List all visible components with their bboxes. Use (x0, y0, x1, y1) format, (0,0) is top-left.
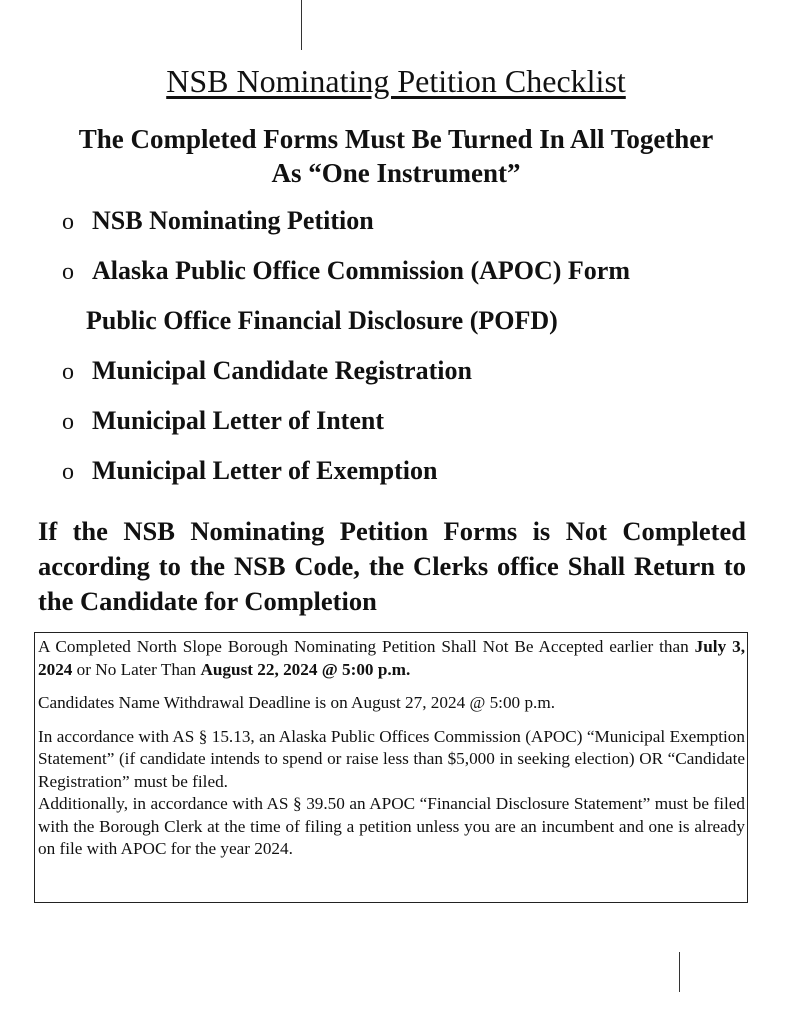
subtitle-line-2: As “One Instrument” (271, 158, 521, 188)
checklist-item-label: NSB Nominating Petition (92, 206, 374, 235)
checkbox-bullet-icon: o (62, 259, 74, 285)
checklist-item (62, 356, 472, 386)
checklist-item-label: Municipal Letter of Exemption (92, 456, 438, 485)
checklist-item-label: Municipal Letter of Intent (92, 406, 384, 435)
checklist-item (62, 456, 437, 486)
checkbox-bullet-icon: o (62, 459, 74, 485)
checklist-item (62, 406, 384, 436)
checkbox-bullet-icon: o (62, 359, 74, 385)
page-title: NSB Nominating Petition Checklist (166, 63, 626, 99)
checklist-item (62, 206, 374, 236)
checkbox-bullet-icon: o (62, 409, 74, 435)
checklist-item-label: Alaska Public Office Commission (APOC) Form (92, 256, 631, 285)
scan-mark-top (301, 0, 302, 50)
incomplete-forms-warning: If the NSB Nominating Petition Forms is Not Completed according to the NSB Code, the Clerks office Shall Return to the Candidate for Completion (38, 516, 746, 616)
checklist-item (62, 256, 630, 286)
apoc-statement-paragraph: In accordance with AS § 15.13, an Alaska Public Offices Commission (APOC) “Municipal Exemption Statement” (if candidate intends to spend or raise less than $5,000 in seeking election) OR “Candidate Registration” must be filed. (38, 726, 745, 791)
subtitle-line-1: The Completed Forms Must Be Turned In All Together (78, 124, 714, 154)
start-date: July 3, 2024 (38, 637, 746, 679)
withdrawal-deadline-paragraph: Candidates Name Withdrawal Deadline is on August 27, 2024 @ 5:00 p.m. (38, 693, 555, 712)
checkbox-bullet-icon: o (62, 209, 74, 235)
scan-mark-bottom (679, 952, 680, 992)
deadline-notice-box (34, 632, 748, 903)
end-date: August 22, 2024 @ 5:00 p.m. (200, 659, 411, 679)
checklist-item-label: Municipal Candidate Registration (92, 356, 472, 385)
financial-disclosure-paragraph: Additionally, in accordance with AS § 39.50 an APOC “Financial Disclosure Statement” must be filed with the Borough Clerk at the time of filing a petition unless you are an incumbent and one is already on file with APOC for the year 2024. (38, 794, 745, 858)
acceptance-window-paragraph: A Completed North Slope Borough Nominating Petition Shall Not Be Accepted earlier than July 3, 2024 or No Later Than August 22, 2024 @ 5:00 p.m. (38, 637, 746, 679)
checklist-item-continuation: Public Office Financial Disclosure (POFD) (86, 306, 558, 335)
subtitle (20, 122, 772, 190)
